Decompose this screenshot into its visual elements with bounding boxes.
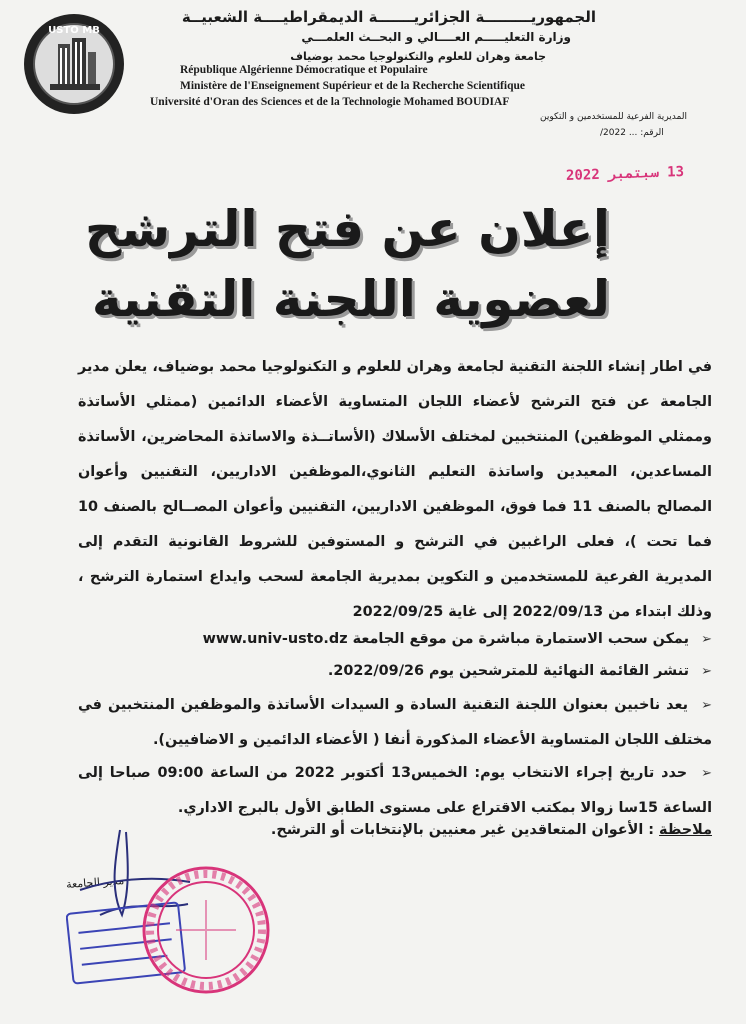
date-stamp: 13 سبتمبر 2022 — [565, 163, 685, 185]
logo-text: USTO MB — [48, 25, 100, 36]
announcement-subtitle: لعضوية اللجنة التقنية — [91, 270, 610, 328]
note-text: : الأعوان المتعاقدين غير معنيين بالإنتخابات أو الترشح. — [270, 822, 655, 838]
chevron-bullet-icon: ➢ — [701, 766, 712, 781]
header-french-republic: République Algérienne Démocratique et Populaire — [180, 64, 428, 76]
chevron-bullet-icon: ➢ — [701, 632, 712, 647]
bullet-text: يعد ناخبين بعنوان اللجنة التقنية السادة و السيدات الأساتذة والموظفين المنتخبين في مختلف اللجان المتساوية الأعضاء المذكورة أنفا ( الأعضاء الدائمين و الاضافيين). — [78, 697, 712, 748]
header-arabic-university: جامعة وهران للعلوم والتكنولوجيا محمد بوضياف — [290, 50, 546, 63]
reference-number: الرقم: ... 2022/ — [600, 128, 664, 138]
header-french-university: Université d'Oran des Sciences et de la Technologie Mohamed BOUDIAF — [150, 96, 510, 108]
note-label: ملاحظة — [659, 822, 712, 838]
announcement-body: في اطار إنشاء اللجنة التقنية لجامعة وهران للعلوم و التكنولوجيا محمد بوضياف، يعلن مدير الجامعة عن فتح الترشح لأعضاء اللجان المتساوية الأعضاء الدائمين (ممثلي الأساتذة وممثلي الموظفين) المنتخبين لمختلف الأسلاك (الأساتــذة والاساتذة المحاضرين، الأساتذة المساعدين، المعيدين واساتذة التعليم الثانوي،الموظفين الاداريين، التقنيين وأعوان المصالح بالصنف 11 فما فوق، الموظفين الاداريين، التقنيين وأعوان المصــالح بالصنف 10 فما تحت )، فعلى الراغبين في الترشح و المستوفين للشروط القانونية التقدم إلى المديرية الفرعية للمستخدمين و التكوين بمديرية الجامعة لسحب وايداع استمارة الترشح ، وذلك ابتداء من 2022/09/13 إلى غاية 2022/09/25 — [78, 359, 713, 620]
bullet-text: حدد تاريخ إجراء الانتخاب يوم: الخميس13 أكتوبر 2022 من الساعة 09:00 صباحا إلى الساعة 15سا زوالا بمكتب الاقتراع على مستوى الطابق الأول بالبرج الاداري. — [78, 765, 712, 816]
bullet-item-final-list — [78, 654, 712, 689]
announcement-title: إعلان عن فتح الترشح — [84, 200, 610, 258]
chevron-bullet-icon: ➢ — [701, 698, 712, 713]
bullet-text: تنشر القائمة النهائية للمترشحين يوم 2022/09/26. — [327, 663, 689, 679]
bullet-item-election-date — [78, 756, 712, 825]
bullet-text: يمكن سحب الاستمارة مباشرة من موقع الجامعة www.univ-usto.dz — [202, 631, 689, 647]
header-french-ministry: Ministère de l'Enseignement Supérieur et de la Recherche Scientifique — [180, 80, 525, 92]
signature-title: مدير الجامعة — [65, 873, 125, 892]
sub-directorate-label: المديرية الفرعية للمستخدمين و التكوين — [540, 112, 687, 122]
bullet-list — [78, 622, 712, 822]
university-logo — [22, 12, 126, 116]
chevron-bullet-icon: ➢ — [701, 664, 712, 679]
header-arabic-republic: الجمهوريـــــــــة الجزائريـــــــة الديمقراطيــــة الشعبيــة — [181, 8, 596, 26]
university-round-seal — [140, 864, 272, 996]
bullet-item-form-download — [78, 622, 712, 657]
bullet-item-voters — [78, 688, 712, 757]
header-arabic-ministry: وزارة التعليـــــم العــــالي و البحــث العلمـــي — [301, 30, 571, 44]
